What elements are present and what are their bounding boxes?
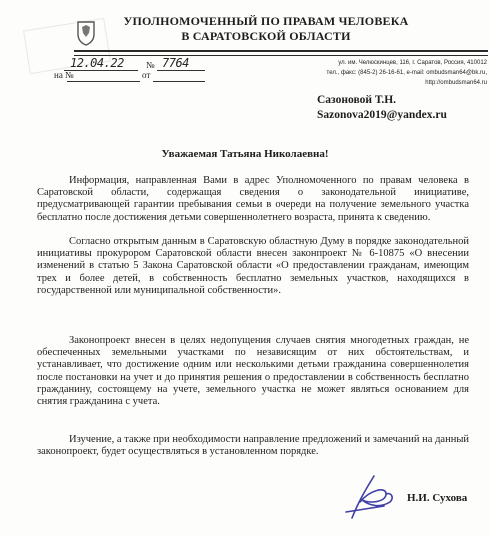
address: ул. им. Челюскинцев, 116, г. Саратов, Россия, 410012 (338, 60, 487, 66)
reference-date-line (153, 81, 205, 82)
coat-of-arms-icon (76, 20, 96, 46)
contact-block (282, 58, 487, 88)
website: http://ombudsman64.ru (425, 80, 487, 86)
date-line (64, 70, 138, 71)
body-paragraph: Изучение, а также при необходимости направление предложений и замечаний на данный законопроект, будет осуществляться в установленном порядке. (37, 434, 469, 458)
greeting: Уважаемая Татьяна Николаевна! (161, 148, 329, 160)
number-line (157, 70, 205, 71)
org-name-line-1: УПОЛНОМОЧЕННЫЙ ПО ПРАВАМ ЧЕЛОВЕКА (123, 14, 409, 28)
recipient-name: Сазоновой Т.Н. (317, 94, 397, 106)
letterhead-rule-thin (74, 55, 488, 56)
letterhead-rule-thick (74, 50, 488, 52)
outgoing-date: 12.04.22 (70, 56, 124, 70)
reference-number-label: на № (54, 70, 74, 80)
phone-email: тел., факс: (845-2) 26-16-61, e-mail: ombudsman64@bk.ru, (326, 70, 487, 76)
body-paragraph: Информация, направленная Вами в адрес Уполномоченного по правам человека в Саратовской области, содержащая сведения о законодательной инициативе, предусматривающей гарантии пребывания семьи в очереди на получение земельного участка бесплатно после достижения детьми совершеннолетнего возраста, принята к сведению. (37, 175, 469, 223)
recipient-email: Sazonova2019@yandex.ru (317, 109, 447, 121)
org-name-line-2: В САРАТОВСКОЙ ОБЛАСТИ (181, 29, 351, 43)
reference-number-line (67, 81, 140, 82)
outgoing-number: 7764 (162, 56, 189, 70)
handwritten-signature (340, 472, 400, 522)
signer-name: Н.И. Сухова (407, 492, 468, 504)
body-paragraph: Согласно открытым данным в Саратовскую областную Думу в порядке законодательной инициативы прокурором Саратовской области внесен законпроект № 6-10875 «О внесении изменений в статью 5 Закона Саратовской области «О предоставлении гражданам, имеющим трех и более детей, в собственность бесплатно земельных участков, находящихся в государственной или муниципальной собственности». (37, 236, 469, 296)
body-paragraph: Законопроект внесен в целях недопущения случаев снятия многодетных граждан, не обеспеченных земельными участками по независящим от них обстоятельствам, и устанавливает, что достижение одним или несколькими детьми гражданина совершеннолетия после постановки на учет и до принятия решения о предоставлении в собственность бесплатно гражданину, состоящему на учете, земельного участка не может являться основанием для снятия гражданина с учета. (37, 335, 469, 408)
number-label: № (146, 60, 155, 70)
recipient-block (317, 93, 447, 123)
letterhead-organization (110, 14, 422, 44)
reference-date-label: от (142, 70, 151, 80)
